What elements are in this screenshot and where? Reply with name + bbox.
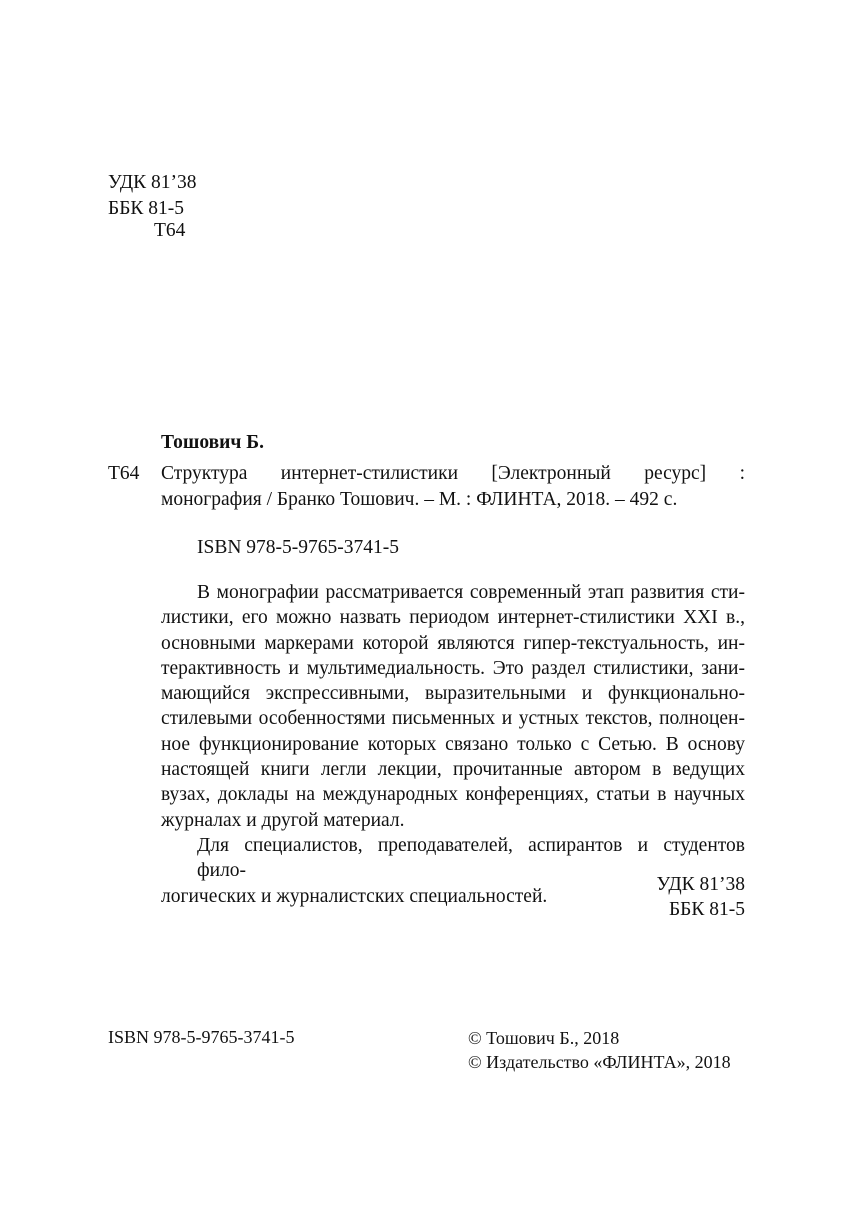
udk-code-top: УДК 81’38 [108, 172, 197, 193]
annotation-line: логических и журналистских специальностей. [161, 885, 548, 907]
title-line: монография / Бранко Тошович. – М. : ФЛИНТА, 2018. – 492 с. [161, 489, 678, 510]
udk-code-bottom: УДК 81’38 [656, 874, 745, 895]
annotation-line: мающийся экспрессивными, выразительными и функционально- [161, 683, 745, 705]
annotation-line: В монографии рассматривается современный этап развития сти- [197, 582, 745, 603]
annotation [161, 580, 745, 909]
annotation-line: журналах и другой материал. [161, 809, 405, 831]
annotation-line: ное функционирование которых связано только с Сетью. В основу [161, 733, 745, 755]
author-name: Тошович Б. [161, 432, 265, 453]
author-mark: Т64 [108, 463, 140, 484]
copyright-author: © Тошович Б., 2018 [468, 1028, 620, 1048]
annotation-line: основными маркерами которой являются гипер-текстуальность, ин- [161, 632, 745, 654]
annotation-line: настоящей книги легли лекции, прочитанные автором в ведущих [161, 759, 745, 781]
author-mark-top: Т64 [154, 220, 186, 241]
copyright-publisher: © Издательство «ФЛИНТА», 2018 [468, 1052, 731, 1072]
annotation-line: вузах, доклады на международных конференциях, статьи в научных [161, 784, 745, 806]
bbk-code-top: ББК 81-5 [108, 198, 185, 219]
isbn-record: ISBN 978-5-9765-3741-5 [197, 537, 400, 558]
annotation-line: стилевыми особенностями письменных и устных текстов, полноцен- [161, 708, 745, 730]
annotation-line: терактивность и мультимедиальность. Это раздел стилистики, зани- [161, 657, 745, 679]
bbk-code-bottom: ББК 81-5 [668, 899, 745, 920]
isbn-footer: ISBN 978-5-9765-3741-5 [108, 1027, 295, 1047]
annotation-line: листики, его можно назвать периодом интернет-стилистики XXI в., [161, 607, 745, 629]
title-line: Структура интернет-стилистики [Электронный ресурс] : [161, 463, 745, 484]
annotation-line: Для специалистов, преподавателей, аспирантов и студентов фило- [197, 834, 745, 882]
bibliographic-description [161, 461, 745, 513]
